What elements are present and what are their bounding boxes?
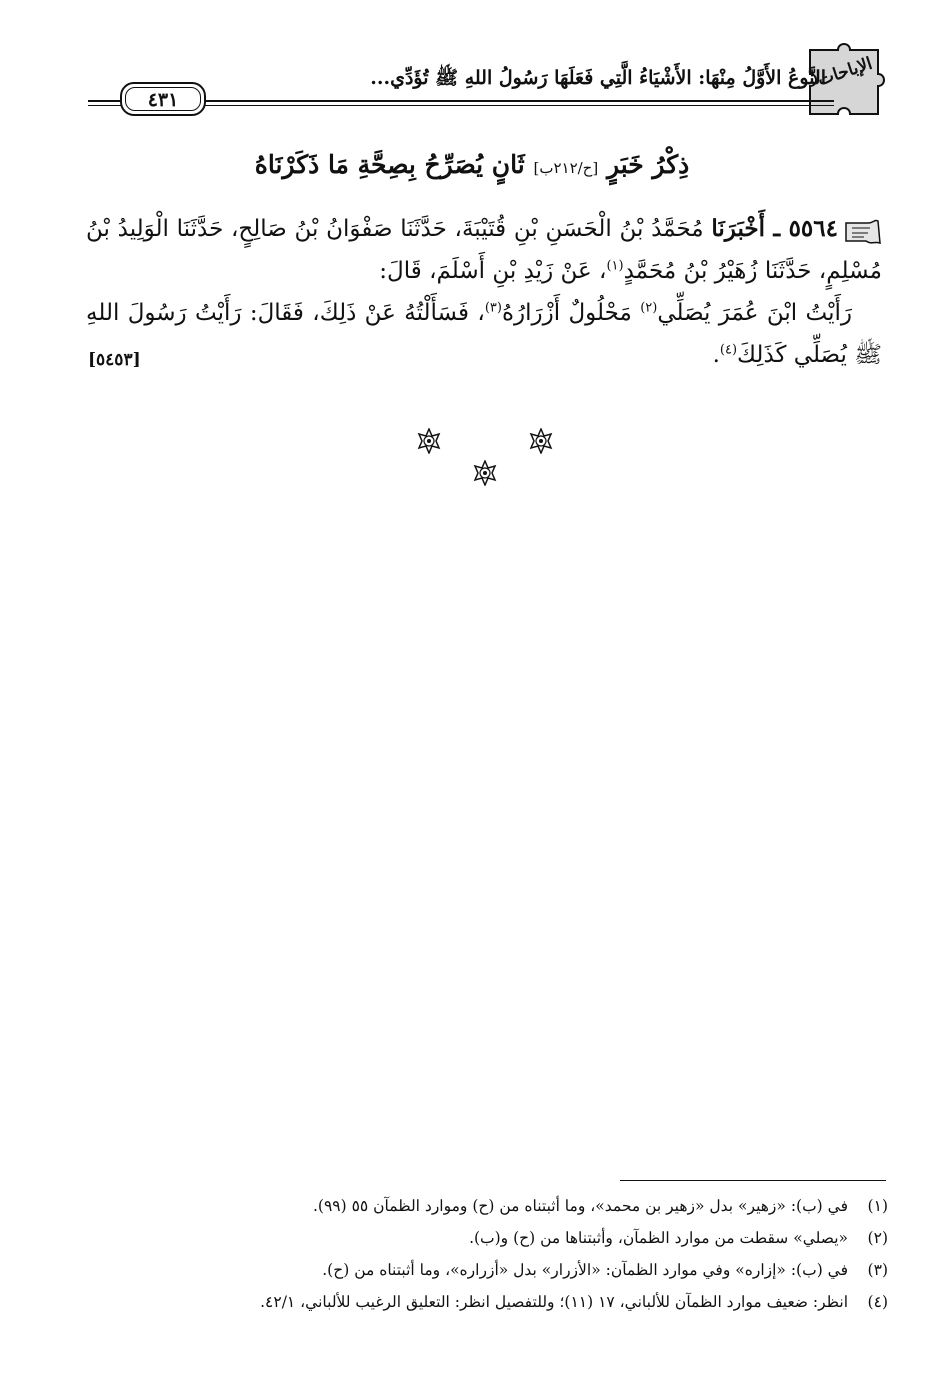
footnote-number: (٢) (867, 1229, 888, 1247)
star-rosette-icon (528, 428, 554, 454)
hadith-dash: ـ (765, 215, 789, 242)
heading-text-1: ذِكْرُ خَبَرٍ (606, 150, 690, 179)
matn-part-3: ، فَسَأَلْتُهُ عَنْ ذَلِكَ، فَقَالَ: رَأَيْتُ رَسُولَ اللهِ ﷺ يُصَلِّي كَذَلِكَ (86, 300, 882, 368)
hadith-matn (86, 292, 882, 376)
manuscript-ref: [ح/٢١٢ب] (533, 159, 599, 177)
heading-text-2: ثَانٍ يُصَرِّحُ بِصِحَّةِ مَا ذَكَرْنَاهُ (254, 150, 525, 179)
footnote-ref-1[interactable]: (١) (606, 258, 624, 274)
footnote-ref-2[interactable]: (٢) (640, 300, 658, 316)
footnote-separator (620, 1180, 886, 1181)
matn-end: . (712, 342, 720, 368)
footnote-item (80, 1286, 888, 1318)
footnote-text: «يصلي» سقطت من موارد الظمآن، وأثبتناها من (ح) و(ب). (469, 1229, 848, 1247)
hadith-number: ٥٥٦٤ (788, 215, 838, 242)
star-rosette-icon (472, 460, 498, 486)
star-rosette-icon (416, 428, 442, 454)
akhbarana-word: أَخْبَرَنَا (711, 215, 765, 242)
matn-part-1: رَأَيْتُ ابْنَ عُمَرَ يُصَلِّي (657, 300, 852, 326)
page-number-frame (120, 82, 206, 116)
footnote-text: في (ب): «زهير» بدل «زهير بن محمد»، وما أثبتناه من (ح) وموارد الظمآن ٥٥ (٩٩). (312, 1197, 848, 1215)
page-number: ٤٣١ (125, 87, 201, 111)
hadith-isnad (86, 208, 882, 292)
running-header: النَّوعُ الأَوَّلُ مِنْهَا: الأَشْيَاءُ الَّتِي فَعَلَهَا رَسُولُ اللهِ ﷺ تُؤَدِّي... (370, 67, 826, 89)
cross-reference[interactable]: [٥٤٥٣] (88, 350, 141, 370)
footnote-item (80, 1254, 888, 1286)
logo-label: الإباحات (815, 53, 875, 91)
footnotes-list (80, 1190, 888, 1318)
footnote-ref-4[interactable]: (٤) (719, 342, 738, 358)
matn-part-2: مَحْلُولٌ أَزْرَارُهُ (501, 300, 641, 326)
footnote-text: في (ب): «إزاره» وفي موارد الظمآن: «الأزرار» بدل «أزراره»، وما أثبتناه من (ح). (322, 1261, 848, 1279)
footnote-number: (٣) (867, 1261, 888, 1279)
footnote-number: (٤) (867, 1293, 888, 1311)
footnote-item (80, 1222, 888, 1254)
isnad-part-2: ، عَنْ زَيْدِ بْنِ أَسْلَمَ، قَالَ: (379, 258, 607, 284)
footnote-ref-3[interactable]: (٣) (484, 300, 502, 316)
decorative-bracket-icon (844, 217, 882, 243)
footnote-text: انظر: ضعيف موارد الظمآن للألباني، ١٧ (١١)؛ وللتفصيل انظر: التعليق الرغيب للألباني، ٤٢/١. (260, 1293, 848, 1311)
section-heading (120, 150, 824, 179)
isnad-part-1: مُحَمَّدُ بْنُ الْحَسَنِ بْنِ قُتَيْبَةَ، حَدَّثَنَا صَفْوَانُ بْنُ صَالِحٍ، حَدَّثَنَا الْوَلِيدُ بْنُ مُسْلِمٍ، حَدَّثَنَا زُهَيْرُ بْنُ مُحَمَّدٍ (86, 216, 882, 284)
footnote-item (80, 1190, 888, 1222)
footnote-number: (١) (867, 1197, 888, 1215)
